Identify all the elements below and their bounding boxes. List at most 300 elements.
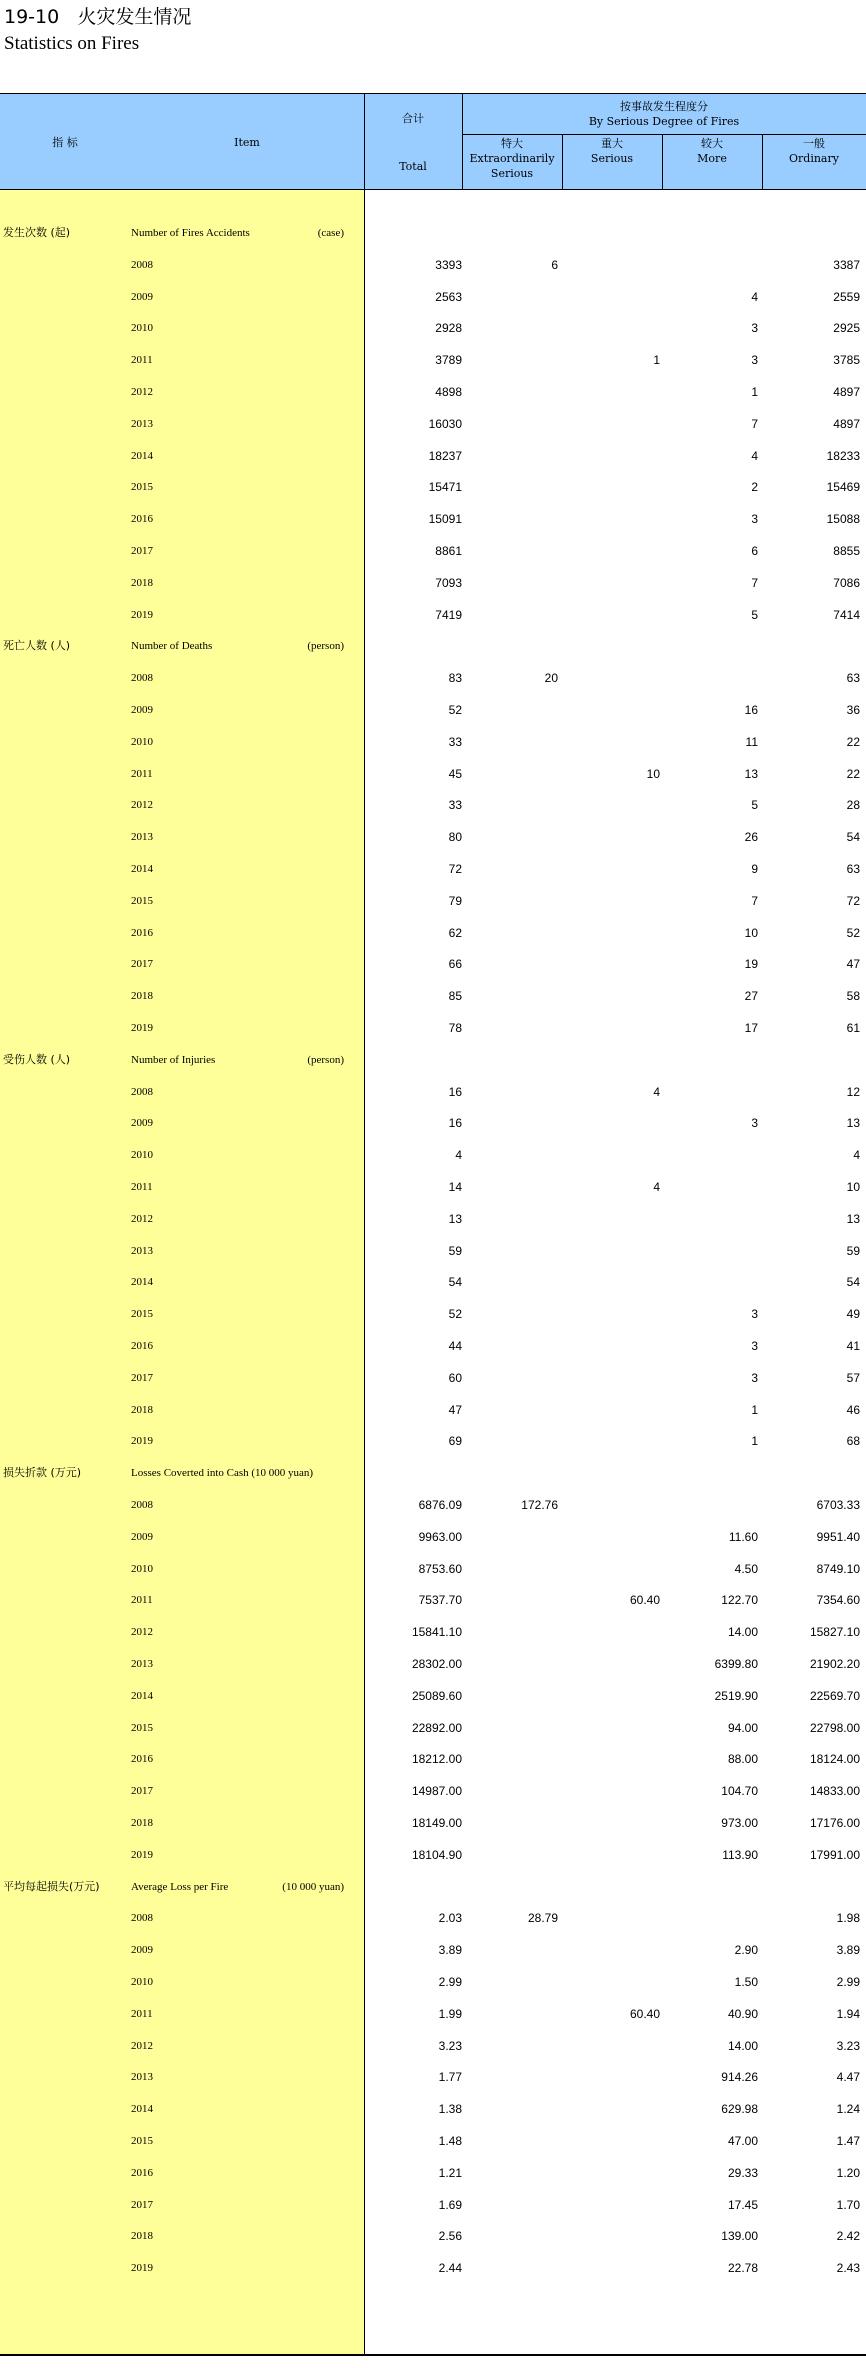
table-row [0, 1781, 866, 1801]
cell-ordinary: 59 [846, 1244, 860, 1258]
table-row [0, 1718, 866, 1738]
table-bottom-rule [0, 2354, 866, 2356]
section-label-en: Number of Fires Accidents [131, 227, 250, 239]
table-row [0, 1336, 866, 1356]
row-year: 2017 [131, 2199, 153, 2211]
table-row [0, 1813, 866, 1833]
cell-more: 29.33 [727, 2166, 758, 2180]
cell-total: 52 [448, 1307, 462, 1321]
table-row [0, 1368, 866, 1388]
table-row [0, 986, 866, 1006]
header-col-more-cn: 较大 [701, 137, 723, 150]
cell-total: 2563 [435, 290, 462, 304]
cell-ordinary: 15469 [826, 480, 860, 494]
title-block [4, 4, 191, 58]
table-row [0, 923, 866, 943]
cell-more: 7 [751, 894, 758, 908]
row-year: 2018 [131, 990, 153, 1002]
cell-ordinary: 4.47 [836, 2070, 860, 2084]
cell-ordinary: 18233 [826, 449, 860, 463]
cell-more: 17 [744, 1021, 758, 1035]
cell-more: 22.78 [727, 2261, 758, 2275]
section-label-cn: 平均每起损失(万元) [3, 1880, 100, 1893]
cell-total: 33 [448, 798, 462, 812]
cell-ordinary: 1.47 [836, 2134, 860, 2148]
row-year: 2016 [131, 513, 153, 525]
cell-total: 1.99 [438, 2007, 462, 2021]
header-col-more [662, 134, 762, 190]
cell-ordinary: 63 [846, 671, 860, 685]
header-col-ordinary [762, 134, 866, 190]
table-row [0, 891, 866, 911]
section-header-row [0, 223, 866, 243]
row-year: 2017 [131, 958, 153, 970]
table-row [0, 382, 866, 402]
row-year: 2012 [131, 799, 153, 811]
cell-serious: 60.40 [629, 2007, 660, 2021]
cell-ordinary: 9951.40 [816, 1530, 860, 1544]
table-row [0, 1622, 866, 1642]
header-col-ordinary-cn: 一般 [803, 137, 825, 150]
cell-ordinary: 6703.33 [816, 1498, 860, 1512]
cell-extraordinarily-serious: 28.79 [527, 1911, 558, 1925]
section-label-cn: 损失折款 (万元) [3, 1466, 82, 1479]
table-row [0, 1845, 866, 1865]
cell-total: 9963.00 [418, 1530, 462, 1544]
table-row [0, 1082, 866, 1102]
page-title-en: Statistics on Fires [4, 33, 140, 54]
row-year: 2010 [131, 1149, 153, 1161]
cell-more: 6399.80 [714, 1657, 758, 1671]
row-year: 2014 [131, 863, 153, 875]
section-header-row [0, 636, 866, 656]
cell-extraordinarily-serious: 6 [551, 258, 558, 272]
cell-more: 2519.90 [714, 1689, 758, 1703]
table-row [0, 1304, 866, 1324]
cell-total: 18104.90 [411, 1848, 462, 1862]
table-row [0, 2067, 866, 2087]
row-year: 2016 [131, 2167, 153, 2179]
table-row [0, 668, 866, 688]
cell-ordinary: 2.42 [836, 2229, 860, 2243]
row-year: 2012 [131, 2040, 153, 2052]
cell-ordinary: 13 [846, 1212, 860, 1226]
row-year: 2013 [131, 831, 153, 843]
row-year: 2019 [131, 1022, 153, 1034]
cell-total: 85 [448, 989, 462, 1003]
section-label-en: Number of Deaths [131, 640, 213, 652]
table-row [0, 2036, 866, 2056]
cell-more: 26 [744, 830, 758, 844]
cell-more: 113.90 [722, 1848, 758, 1862]
table-row [0, 2099, 866, 2119]
cell-ordinary: 49 [846, 1307, 860, 1321]
table-row [0, 1272, 866, 1292]
table-row [0, 2258, 866, 2278]
cell-more: 4.50 [734, 1562, 758, 1576]
cell-total: 3393 [435, 258, 462, 272]
table-row [0, 1908, 866, 1928]
header-divider [662, 134, 663, 190]
cell-more: 5 [751, 608, 758, 622]
cell-total: 16 [448, 1116, 462, 1130]
table-row [0, 827, 866, 847]
header-divider [562, 134, 563, 190]
row-year: 2013 [131, 418, 153, 430]
section-header-row [0, 1877, 866, 1897]
cell-serious: 4 [653, 1085, 660, 1099]
cell-total: 1.77 [438, 2070, 462, 2084]
table-row [0, 859, 866, 879]
cell-total: 45 [448, 767, 462, 781]
cell-total: 79 [448, 894, 462, 908]
header-col-more-en: More [697, 152, 727, 165]
cell-more: 10 [744, 926, 758, 940]
row-year: 2008 [131, 1086, 153, 1098]
cell-more: 17.45 [727, 2198, 758, 2212]
cell-ordinary: 2925 [833, 321, 860, 335]
cell-total: 18149.00 [411, 1816, 462, 1830]
row-year: 2019 [131, 1435, 153, 1447]
header-group [462, 94, 866, 134]
cell-more: 104.70 [721, 1784, 758, 1798]
table-row [0, 255, 866, 275]
cell-ordinary: 46 [846, 1403, 860, 1417]
cell-ordinary: 7414 [833, 608, 860, 622]
cell-total: 25089.60 [411, 1689, 462, 1703]
row-year: 2009 [131, 1531, 153, 1543]
cell-ordinary: 18124.00 [809, 1752, 860, 1766]
cell-more: 1 [751, 1403, 758, 1417]
table-row [0, 350, 866, 370]
row-year: 2018 [131, 577, 153, 589]
cell-total: 2.56 [438, 2229, 462, 2243]
cell-more: 122.70 [721, 1593, 758, 1607]
cell-ordinary: 8855 [833, 544, 860, 558]
cell-total: 54 [448, 1275, 462, 1289]
cell-total: 1.69 [438, 2198, 462, 2212]
row-year: 2015 [131, 481, 153, 493]
cell-more: 6 [751, 544, 758, 558]
row-year: 2008 [131, 1499, 153, 1511]
cell-total: 4 [455, 1148, 462, 1162]
cell-more: 3 [751, 1339, 758, 1353]
cell-total: 18212.00 [411, 1752, 462, 1766]
cell-more: 14.00 [727, 2039, 758, 2053]
row-year: 2013 [131, 1658, 153, 1670]
cell-ordinary: 15088 [826, 512, 860, 526]
cell-ordinary: 41 [846, 1339, 860, 1353]
header-indicator [0, 94, 130, 190]
row-year: 2017 [131, 545, 153, 557]
table-row [0, 2004, 866, 2024]
cell-more: 973.00 [721, 1816, 758, 1830]
cell-more: 3 [751, 353, 758, 367]
header-col-extraordinary-cn: 特大 [501, 137, 523, 150]
section-header-row [0, 1463, 866, 1483]
cell-total: 44 [448, 1339, 462, 1353]
row-year: 2010 [131, 322, 153, 334]
row-year: 2012 [131, 386, 153, 398]
table-row [0, 287, 866, 307]
cell-more: 1 [751, 385, 758, 399]
table-row [0, 700, 866, 720]
cell-ordinary: 4897 [833, 417, 860, 431]
cell-total: 1.21 [438, 2166, 462, 2180]
cell-total: 8753.60 [418, 1562, 462, 1576]
table-row [0, 1431, 866, 1451]
section-unit: (case) [317, 227, 344, 239]
cell-total: 33 [448, 735, 462, 749]
table-row [0, 1177, 866, 1197]
cell-ordinary: 17176.00 [809, 1816, 860, 1830]
cell-total: 69 [448, 1434, 462, 1448]
header-col-extraordinary [462, 134, 562, 190]
cell-total: 7419 [435, 608, 462, 622]
cell-ordinary: 22798.00 [809, 1721, 860, 1735]
table-row [0, 2226, 866, 2246]
cell-total: 13 [448, 1212, 462, 1226]
table-row [0, 1749, 866, 1769]
row-year: 2011 [131, 2008, 153, 2020]
cell-more: 4 [751, 290, 758, 304]
row-year: 2016 [131, 927, 153, 939]
header-col-ordinary-en: Ordinary [789, 152, 839, 165]
cell-ordinary: 47 [846, 957, 860, 971]
section-unit: (person) [307, 1054, 344, 1066]
cell-total: 3.23 [438, 2039, 462, 2053]
table-header [0, 94, 866, 190]
cell-ordinary: 61 [846, 1021, 860, 1035]
cell-total: 15471 [428, 480, 462, 494]
cell-total: 62 [448, 926, 462, 940]
cell-total: 7537.70 [418, 1593, 462, 1607]
section-header-row [0, 1050, 866, 1070]
row-year: 2009 [131, 704, 153, 716]
row-year: 2016 [131, 1753, 153, 1765]
cell-serious: 4 [653, 1180, 660, 1194]
header-col-serious-cn: 重大 [601, 137, 623, 150]
cell-total: 2928 [435, 321, 462, 335]
table-row [0, 764, 866, 784]
cell-ordinary: 3785 [833, 353, 860, 367]
header-divider [364, 94, 365, 190]
cell-total: 47 [448, 1403, 462, 1417]
table-row [0, 477, 866, 497]
section-label-en: Losses Coverted into Cash (10 000 yuan) [131, 1467, 314, 1479]
table-row [0, 2131, 866, 2151]
cell-ordinary: 15827.10 [809, 1625, 860, 1639]
table-row [0, 1241, 866, 1261]
cell-total: 60 [448, 1371, 462, 1385]
cell-total: 72 [448, 862, 462, 876]
cell-ordinary: 3.89 [836, 1943, 860, 1957]
cell-more: 40.90 [727, 2007, 758, 2021]
header-total-en: Total [399, 159, 427, 173]
cell-ordinary: 1.24 [836, 2102, 860, 2116]
cell-ordinary: 4 [853, 1148, 860, 1162]
cell-total: 59 [448, 1244, 462, 1258]
section-unit: (10 000 yuan) [282, 1881, 344, 1893]
table-row [0, 605, 866, 625]
cell-total: 7093 [435, 576, 462, 590]
cell-ordinary: 28 [846, 798, 860, 812]
row-year: 2015 [131, 2135, 153, 2147]
cell-total: 1.48 [438, 2134, 462, 2148]
cell-ordinary: 7354.60 [816, 1593, 860, 1607]
cell-total: 1.38 [438, 2102, 462, 2116]
header-divider [762, 134, 763, 190]
cell-total: 28302.00 [411, 1657, 462, 1671]
row-year: 2010 [131, 1976, 153, 1988]
row-year: 2018 [131, 2230, 153, 2242]
cell-ordinary: 10 [846, 1180, 860, 1194]
cell-more: 11.60 [728, 1530, 758, 1544]
header-col-extraordinary-en1: Extraordinarily [469, 152, 555, 165]
section-label-en: Number of Injuries [131, 1054, 216, 1066]
cell-ordinary: 1.94 [836, 2007, 860, 2021]
cell-more: 1.50 [734, 1975, 758, 1989]
cell-ordinary: 21902.20 [809, 1657, 860, 1671]
cell-total: 4898 [435, 385, 462, 399]
cell-ordinary: 8749.10 [816, 1562, 860, 1576]
row-year: 2013 [131, 1245, 153, 1257]
cell-ordinary: 72 [846, 894, 860, 908]
table-row [0, 414, 866, 434]
cell-total: 16030 [428, 417, 462, 431]
header-item [130, 94, 364, 190]
row-year: 2014 [131, 450, 153, 462]
row-year: 2011 [131, 354, 153, 366]
cell-ordinary: 2559 [833, 290, 860, 304]
table-row [0, 318, 866, 338]
table-row [0, 573, 866, 593]
cell-ordinary: 22 [846, 735, 860, 749]
row-year: 2011 [131, 1594, 153, 1606]
header-col-extraordinary-en2: Serious [490, 167, 534, 180]
cell-serious: 1 [653, 353, 660, 367]
cell-total: 3789 [435, 353, 462, 367]
cell-total: 6876.09 [418, 1498, 462, 1512]
section-label-cn: 受伤人数 (人) [3, 1053, 71, 1066]
cell-more: 47.00 [727, 2134, 758, 2148]
cell-total: 66 [448, 957, 462, 971]
row-year: 2014 [131, 1690, 153, 1702]
row-year: 2009 [131, 1944, 153, 1956]
header-divider [462, 94, 463, 190]
cell-total: 16 [448, 1085, 462, 1099]
cell-ordinary: 17991.00 [809, 1848, 860, 1862]
cell-ordinary: 68 [846, 1434, 860, 1448]
cell-ordinary: 57 [846, 1371, 860, 1385]
table-row [0, 1590, 866, 1610]
row-year: 2015 [131, 895, 153, 907]
cell-ordinary: 22 [846, 767, 860, 781]
cell-total: 14987.00 [411, 1784, 462, 1798]
row-year: 2017 [131, 1785, 153, 1797]
table-row [0, 446, 866, 466]
row-year: 2015 [131, 1308, 153, 1320]
header-total [364, 94, 462, 190]
table-row [0, 1527, 866, 1547]
cell-more: 3 [751, 512, 758, 526]
row-year: 2009 [131, 291, 153, 303]
row-year: 2010 [131, 1563, 153, 1575]
section-label-cn: 死亡人数 (人) [3, 639, 71, 652]
row-year: 2015 [131, 1722, 153, 1734]
cell-more: 139.00 [721, 2229, 758, 2243]
row-year: 2012 [131, 1213, 153, 1225]
row-year: 2008 [131, 259, 153, 271]
cell-total: 78 [448, 1021, 462, 1035]
cell-total: 14 [448, 1180, 462, 1194]
row-year: 2016 [131, 1340, 153, 1352]
cell-more: 13 [744, 767, 758, 781]
table-row [0, 1018, 866, 1038]
cell-total: 8861 [435, 544, 462, 558]
cell-total: 2.99 [438, 1975, 462, 1989]
cell-more: 3 [751, 1307, 758, 1321]
cell-ordinary: 1.20 [836, 2166, 860, 2180]
row-year: 2009 [131, 1117, 153, 1129]
header-col-serious [562, 134, 662, 190]
cell-more: 914.26 [721, 2070, 758, 2084]
table-row [0, 541, 866, 561]
row-year: 2011 [131, 768, 153, 780]
header-total-cn: 合计 [402, 111, 424, 125]
cell-more: 94.00 [727, 1721, 758, 1735]
row-year: 2014 [131, 1276, 153, 1288]
table-row [0, 1654, 866, 1674]
cell-extraordinarily-serious: 172.76 [521, 1498, 558, 1512]
cell-ordinary: 22569.70 [809, 1689, 860, 1703]
row-year: 2018 [131, 1404, 153, 1416]
cell-more: 3 [751, 321, 758, 335]
cell-ordinary: 58 [846, 989, 860, 1003]
cell-total: 2.44 [438, 2261, 462, 2275]
cell-ordinary: 2.43 [836, 2261, 860, 2275]
table-row [0, 1686, 866, 1706]
table-row [0, 1559, 866, 1579]
table-row [0, 1209, 866, 1229]
cell-ordinary: 1.98 [836, 1911, 860, 1925]
cell-ordinary: 4897 [833, 385, 860, 399]
cell-total: 22892.00 [411, 1721, 462, 1735]
cell-more: 16 [744, 703, 758, 717]
cell-ordinary: 13 [846, 1116, 860, 1130]
header-group-cn: 按事故发生程度分 [620, 100, 708, 113]
row-year: 2014 [131, 2103, 153, 2115]
cell-ordinary: 63 [846, 862, 860, 876]
cell-more: 9 [751, 862, 758, 876]
cell-ordinary: 52 [846, 926, 860, 940]
row-year: 2019 [131, 609, 153, 621]
cell-total: 52 [448, 703, 462, 717]
table-row [0, 1940, 866, 1960]
row-year: 2019 [131, 1849, 153, 1861]
cell-more: 27 [744, 989, 758, 1003]
cell-more: 7 [751, 576, 758, 590]
table-row [0, 732, 866, 752]
section-label-en: Average Loss per Fire [131, 1881, 229, 1893]
header-col-serious-en: Serious [590, 152, 634, 165]
header-divider [462, 134, 866, 135]
cell-ordinary: 54 [846, 830, 860, 844]
cell-total: 83 [448, 671, 462, 685]
table-row [0, 509, 866, 529]
table-row [0, 1400, 866, 1420]
header-item-label: Item [234, 135, 260, 149]
